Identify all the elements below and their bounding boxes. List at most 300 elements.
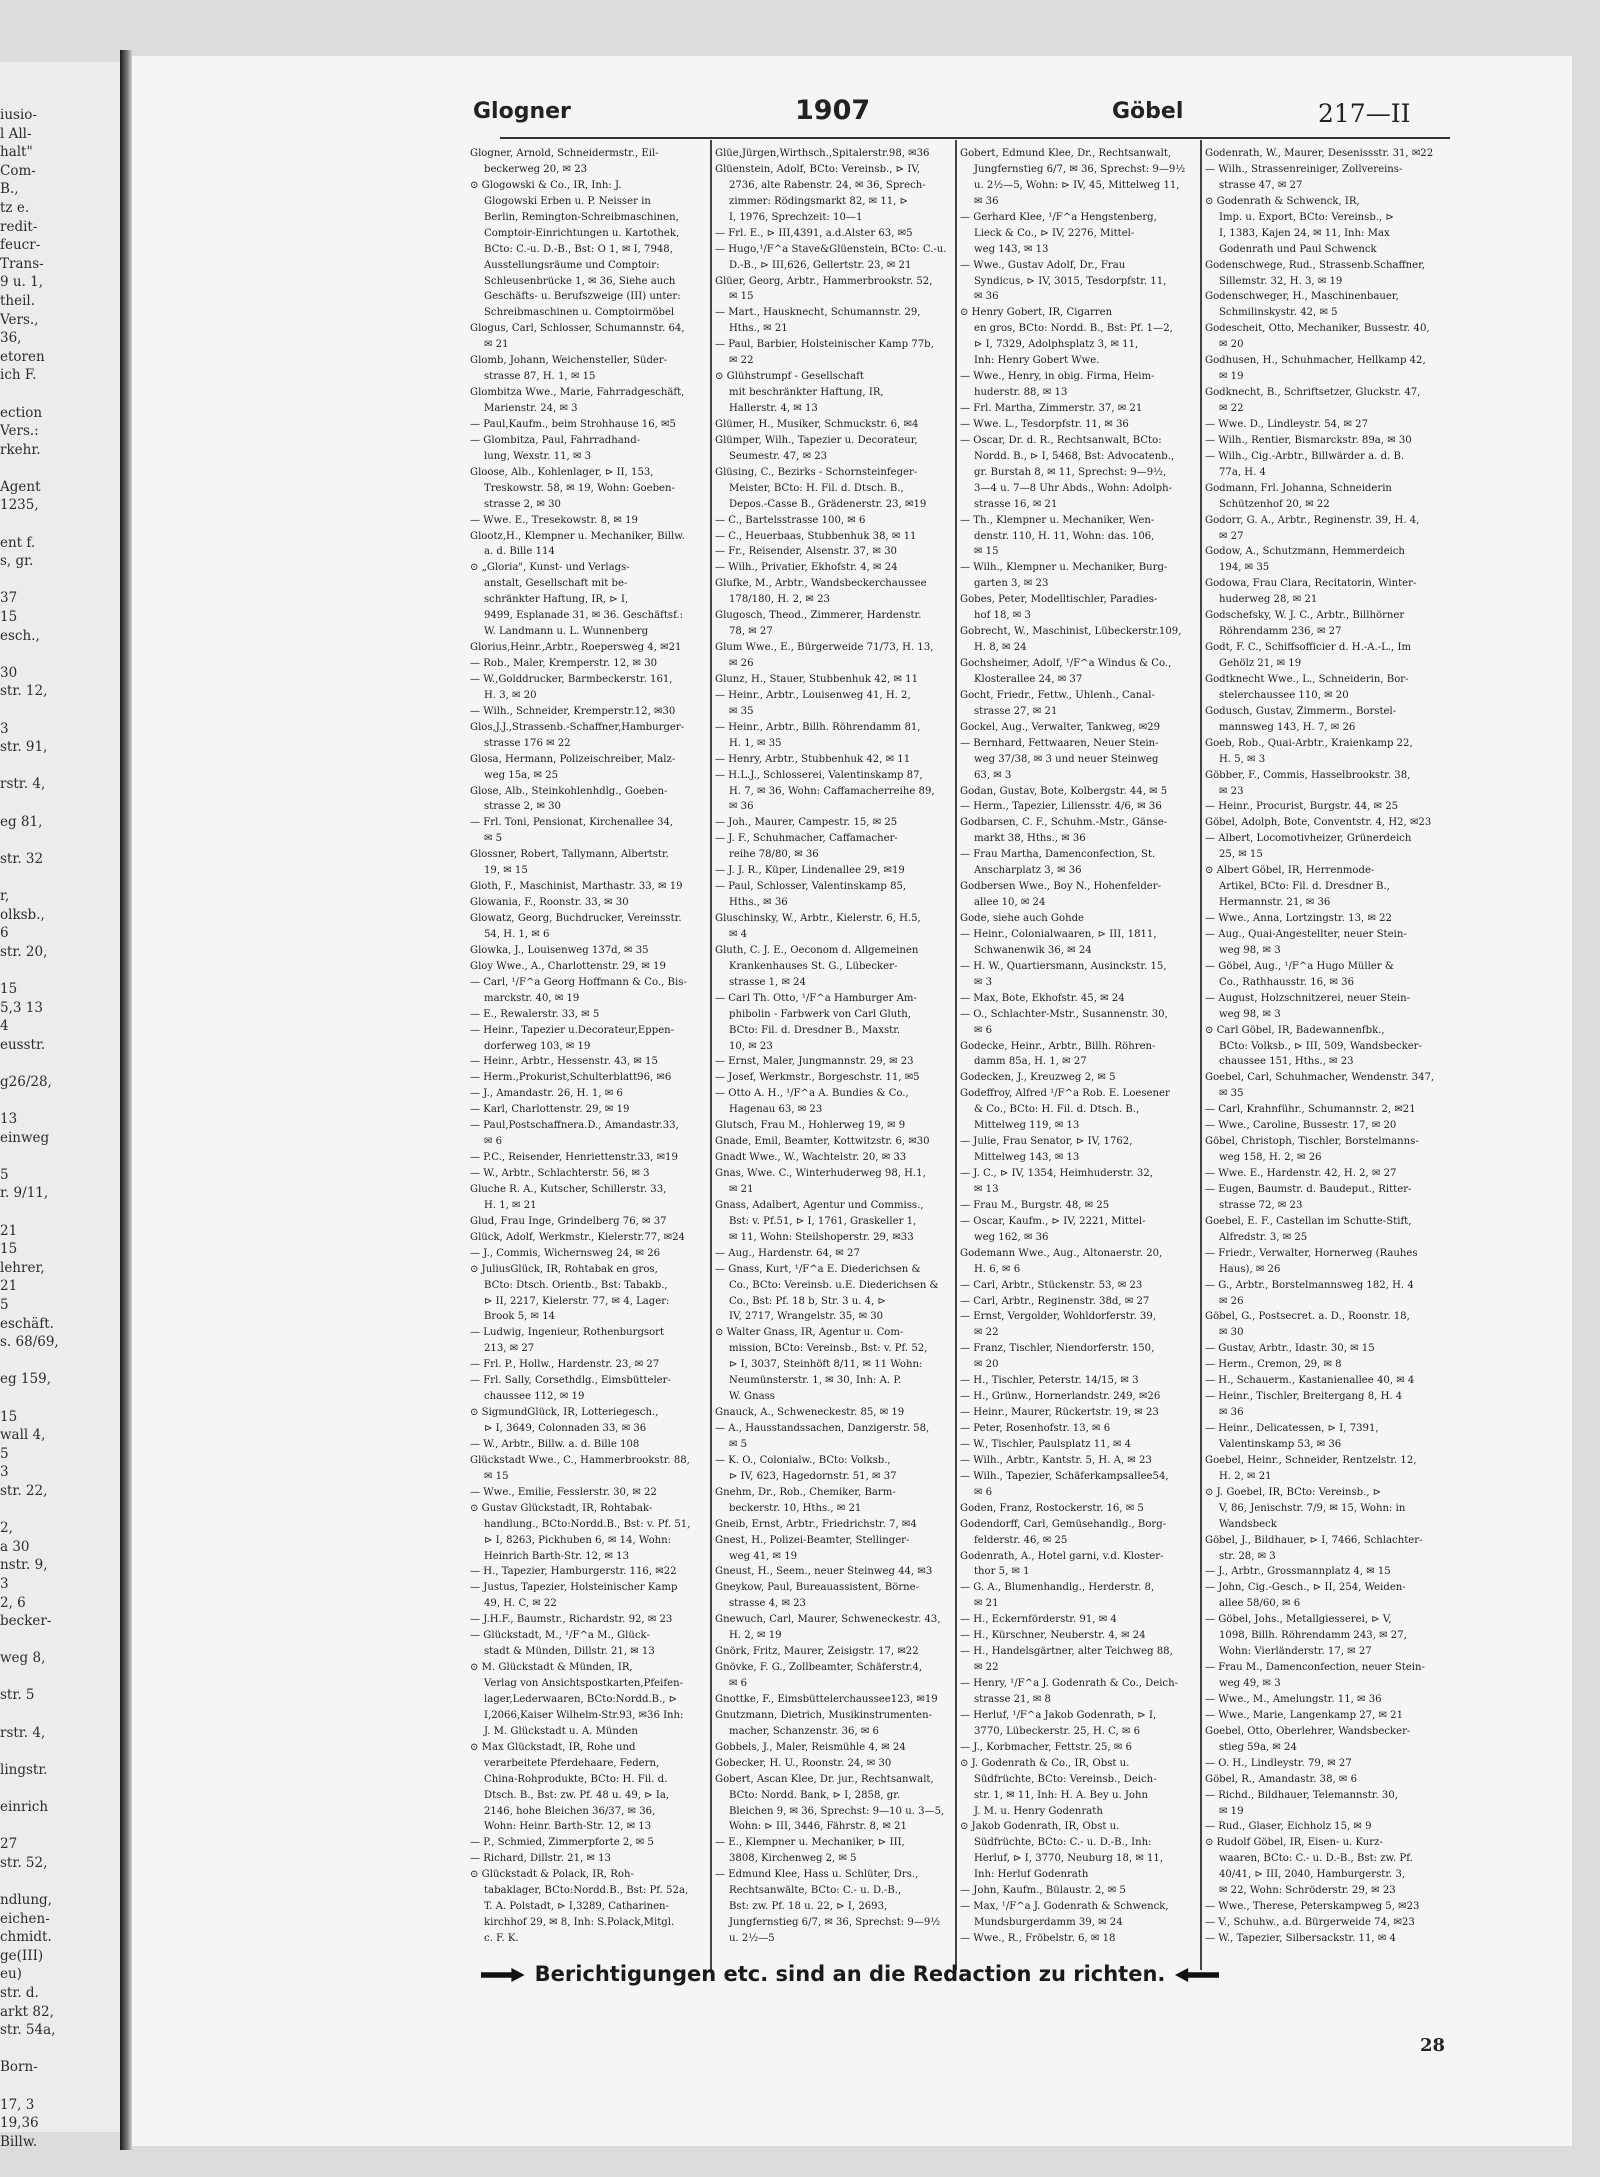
directory-entry-line: Godenrath, A., Hotel garni, v.d. Kloster- [960,1550,1164,1562]
directory-entry-line: Hallerstr. 4, ✉ 13 [729,403,818,414]
directory-entry-line: — O. H., Lindleystr. 79, ✉ 27 [1205,1757,1352,1769]
left-page-line: becker- [0,1613,52,1630]
directory-entry-line: ✉ 36 [974,195,999,207]
directory-entry-line: Goebel, E. F., Castellan im Schutte-Stift, [1205,1215,1412,1227]
directory-entry-line: — Carl, Krahnführ., Schumannstr. 2, ✉21 [1205,1104,1416,1116]
directory-entry-line: W. Landmann u. L. Wunnenberg [484,626,649,638]
left-page-line: str. 20, [0,943,48,960]
left-page-line: theil. [0,292,36,309]
directory-entry-line: BCto: C.-u. D.-B., Bst: O 1, ✉ I, 7948, [484,243,673,255]
directory-entry-line: ✉ 21 [484,339,509,351]
directory-entry-line: stieg 59a, ✉ 24 [1219,1741,1297,1753]
directory-entry-line: — W., Tischler, Paulsplatz 11, ✉ 4 [960,1438,1132,1450]
directory-entry-line: Inh: Herluf Godenrath [974,1869,1089,1881]
left-page-line [0,1054,120,1073]
directory-entry-line: ✉ 6 [974,1486,993,1498]
directory-entry-line: Godbersen Wwe., Boy N., Hohenfelder- [960,881,1162,893]
directory-entry-line: Wandsbeck [1219,1518,1277,1530]
left-page-line [0,515,120,534]
directory-entry-line: stelerchaussee 110, ✉ 20 [1219,689,1349,701]
directory-entry-line: Gehölz 21, ✉ 19 [1219,658,1302,669]
directory-entry-line: — Paul, Schlosser, Valentinskamp 85, [715,881,907,893]
directory-entry-line: Marienstr. 24, ✉ 3 [484,403,578,414]
directory-entry-line: — Wwe., Anna, Lortzingstr. 13, ✉ 22 [1205,913,1392,924]
directory-entry-line: H. 2, ✉ 19 [729,1630,782,1642]
directory-entry-line: 3808, Kirchenweg 2, ✉ 5 [729,1853,857,1865]
directory-entry-line: Gocht, Friedr., Fettw., Uhlenh., Canal- [960,689,1155,701]
directory-entry-line: Gnas, Wwe. C., Winterhuderweg 98, H.1, [715,1168,926,1179]
directory-entry-line: Glowania, F., Roonstr. 33, ✉ 30 [470,897,629,909]
directory-entry-line: Glose, Alb., Steinkohlenhdlg., Goeben- [470,785,668,797]
directory-entry-line: H. 2, ✉ 21 [1219,1470,1272,1482]
left-page-line: eg 81, [0,813,43,830]
left-page-line: B., [0,181,19,198]
directory-entry-line: 194, ✉ 35 [1219,562,1270,574]
directory-entry-line: — Wilh., Klempner u. Mechaniker, Burg- [960,562,1168,574]
directory-entry-line: stadt & Münden, Dillstr. 21, ✉ 13 [484,1646,655,1658]
directory-entry-line: Goebel, Heinr., Schneider, Rentzelstr. 12, [1205,1454,1417,1466]
left-page-line: 5 [0,1166,9,1183]
footer-note [470,1962,1230,1992]
directory-entry-line: — Wwe., R., Fröbelstr. 6, ✉ 18 [960,1933,1116,1944]
directory-entry-line: Gnutzmann, Dietrich, Musikinstrumenten- [715,1709,933,1721]
directory-entry-line: — Rud., Glaser, Eichholz 15, ✉ 9 [1205,1821,1372,1833]
directory-entry-line: ✉ 35 [1219,1088,1244,1100]
directory-entry-line: Gnövke, F. G., Zollbeamter, Schäferstr.4, [715,1662,923,1674]
directory-entry-line: Gluth, C. J. E., Oeconom d. Allgemeinen [715,944,919,956]
directory-entry-line: — Th., Klempner u. Mechaniker, Wen- [960,514,1155,526]
directory-entry-line: ⊙ J. Goebel, IR, BCto: Vereinsb., ⊳ [1205,1486,1382,1498]
left-page-line: s. 68/69, [0,1334,59,1351]
directory-entry-line: — H., Handelsgärtner, alter Teichweg 88, [960,1646,1173,1658]
directory-entry-line: ✉ 20 [974,1359,999,1371]
directory-entry-line: Godenrath und Paul Schwenck [1219,243,1377,255]
directory-entry-line: Jungfernstieg 6/7, ✉ 36, Sprechst: 9—9½ [974,163,1186,175]
directory-entry-line: — Frl. P., Hollw., Hardenstr. 23, ✉ 27 [470,1359,660,1371]
directory-entry-line: Gluschinsky, W., Arbtr., Kielerstr. 6, H.5, [715,913,921,924]
directory-entry-line: Godknecht, B., Schriftsetzer, Gluckstr. 47, [1205,387,1421,399]
directory-entry-line: Göbber, F., Commis, Hasselbrookstr. 38, [1205,769,1411,781]
directory-entry-line: Gnade, Emil, Beamter, Kottwitzstr. 6, ✉30 [715,1136,930,1148]
left-page-line [0,1872,120,1891]
directory-entry-line: Gneykow, Paul, Bureauassistent, Börne- [715,1582,920,1594]
directory-entry-line: 63, ✉ 3 [974,769,1012,781]
directory-entry-line: phibolin - Farbwerk von Carl Gluth, [729,1008,911,1020]
directory-entry-line: ✉ 22, Wohn: Schröderstr. 29, ✉ 23 [1219,1885,1396,1897]
directory-entry-line: Wohn: ⊳ III, 3446, Fährstr. 8, ✉ 21 [729,1821,907,1833]
directory-entry-line: ⊙ Gustav Glückstadt, IR, Rohtabak- [470,1502,653,1514]
directory-entry-line: — Oscar, Dr. d. R., Rechtsanwalt, BCto: [960,434,1162,446]
directory-entry-line: 78, ✉ 27 [729,626,773,638]
directory-entry-line: reihe 78/80, ✉ 36 [729,849,819,861]
directory-entry-line: Godbarsen, C. F., Schuhm.-Mstr., Gänse- [960,817,1168,829]
directory-entry-line: Inh: Henry Gobert Wwe. [974,355,1100,367]
directory-entry-line: Glümer, H., Musiker, Schmuckstr. 6, ✉4 [715,418,919,430]
directory-entry-line: — Peter, Rosenhofstr. 13, ✉ 6 [960,1423,1111,1434]
directory-entry-line: huderweg 28, ✉ 21 [1219,594,1318,606]
directory-entry-line: — G., Arbtr., Borstelmannsweg 182, H. 4 [1205,1279,1414,1291]
directory-entry-line: — Wwe., Gustav Adolf, Dr., Frau [960,259,1126,271]
directory-entry-line: Gnauck, A., Schweneckestr. 85, ✉ 19 [715,1407,905,1419]
directory-entry-line: weg 49, ✉ 3 [1219,1678,1281,1689]
directory-entry-line: J. M. Glückstadt u. A. Münden [484,1725,638,1737]
left-page-line: 9 u. 1, [0,274,44,291]
page-header [340,93,1565,137]
directory-entry-line: Nordd. B., ⊳ I, 5468, Bst: Advocatenb., [974,450,1175,462]
directory-entry-line: ⊳ I, 8263, Pickhuben 6, ✉ 14, Wohn: [484,1534,672,1546]
directory-entry-line: — H., Schauerm., Kastanienallee 40, ✉ 4 [1205,1375,1415,1387]
directory-entry-line: Lieck & Co., ⊳ IV, 2276, Mittel- [974,227,1135,239]
directory-entry-line: — W., Tapezier, Silbersackstr. 11, ✉ 4 [1205,1933,1396,1944]
directory-entry-line: & Co., BCto: H. Fil. d. Dtsch. B., [974,1104,1140,1116]
left-page-line: 30 [0,664,18,681]
directory-entry-line: Anscharplatz 3, ✉ 36 [974,865,1082,877]
directory-entry-line: — Edmund Klee, Hass u. Schlüter, Drs., [715,1869,919,1881]
directory-entry-line: Godmann, Frl. Johanna, Schneiderin [1205,482,1392,494]
directory-entry-line: Hermannstr. 21, ✉ 36 [1219,897,1331,909]
directory-entry-line: strasse 2, ✉ 30 [484,498,561,510]
directory-entry-line: denstr. 110, H. 11, Wohn: das. 106, [974,530,1155,542]
column-divider [710,140,712,1970]
left-page-line: Born- [0,2059,38,2076]
left-page-line: 21 [0,1222,18,1239]
directory-entry-line: ✉ 36 [1219,1407,1244,1419]
directory-entry-line: Mundsburgerdamm 39, ✉ 24 [974,1917,1123,1929]
directory-entry-line: Godtknecht Wwe., L., Schneiderin, Bor- [1205,673,1409,685]
directory-entry-line: Göbel, G., Postsecret. a. D., Roonstr. 18, [1205,1311,1410,1323]
directory-entry-line: Hagenau 63, ✉ 23 [729,1104,823,1116]
left-page-line: nstr. 9, [0,1557,48,1574]
left-page-line [0,1389,120,1408]
directory-entry-line: Goeb, Rob., Quai-Arbtr., Kraienkamp 22, [1205,737,1413,749]
left-page-line: 15 [0,609,18,626]
left-page-line [0,794,120,813]
directory-entry-line: Godt, F. C., Schiffsofficier d. H.-A.-L., Im [1205,642,1412,654]
directory-entry-line: Glogner, Arnold, Schneidermstr., Eil- [470,148,659,159]
directory-entry-line: — John, Cig.-Gesch., ⊳ II, 254, Weiden- [1205,1582,1406,1594]
directory-entry-line: — Franz, Tischler, Niendorferstr. 150, [960,1343,1155,1355]
directory-entry-line: — Fr., Reisender, Alsenstr. 37, ✉ 30 [715,546,897,558]
directory-entry-line: — Heinr., Delicatessen, ⊳ I, 7391, [1205,1423,1379,1434]
left-page-line: 4 [0,1018,9,1035]
directory-entry-line: — Frau M., Burgstr. 48, ✉ 25 [960,1199,1110,1211]
directory-entry-line: — Herm., Tapezier, Liliensstr. 4/6, ✉ 36 [960,801,1162,813]
directory-entry-line: weg 162, ✉ 36 [974,1231,1049,1243]
left-page-line: Trans- [0,255,44,272]
directory-entry-line: Gobecker, H. U., Roonstr. 24, ✉ 30 [715,1757,892,1769]
directory-entry-line: — John, Kaufm., Bülaustr. 2, ✉ 5 [960,1885,1126,1897]
directory-entry-line: ✉ 27 [1219,530,1244,542]
directory-entry-line: Göbel, Christoph, Tischler, Borstelmanns- [1205,1136,1419,1148]
directory-entry-line: — Wwe., Therese, Peterskampweg 5, ✉23 [1205,1901,1420,1913]
directory-entry-line: Goebel, Otto, Oberlehrer, Wandsbecker- [1205,1725,1411,1737]
directory-entry-line: Godan, Gustav, Bote, Kolbergstr. 44, ✉ 5 [960,785,1168,797]
directory-entry-line: — Frau Martha, Damenconfection, St. [960,849,1156,861]
left-page-line: ection [0,404,43,421]
directory-entry-line: Bst: v. Pf.51, ⊳ I, 1761, Graskeller 1, [729,1215,917,1227]
directory-entry-line: — Heinr., Colonialwaaren, ⊳ III, 1811, [960,928,1157,940]
left-page-line: Vers.: [0,423,39,440]
directory-entry-line: ⊙ Carl Göbel, IR, Badewannenfbk., [1205,1024,1385,1036]
left-page-line: 6 [0,925,9,942]
directory-entry-line: Bleichen 9, ✉ 36, Sprechst: 9—10 u. 3—5, [729,1805,945,1817]
directory-entry-line: Godemann Wwe., Aug., Altonaerstr. 20, [960,1247,1163,1259]
directory-entry-line: — Eugen, Baumstr. d. Baudeput., Ritter- [1205,1183,1412,1195]
left-page-line: eichen- [0,1910,50,1927]
directory-entry-line: ⊳ II, 2217, Kielerstr. 77, ✉ 4, Lager: [484,1295,670,1307]
directory-entry-line: IV, 2717, Wrangelstr. 35, ✉ 30 [729,1311,884,1323]
directory-entry-line: — Wilh., Schneider, Kremperstr.12, ✉30 [470,705,676,717]
directory-entry-line: str. 1, ✉ 11, Inh: H. A. Bey u. John [974,1789,1149,1801]
directory-entry-line: Godenschwege, Rud., Strassenb.Schaffner, [1205,259,1426,271]
directory-entry-line: Gnehm, Dr., Rob., Chemiker, Barm- [715,1486,896,1498]
directory-entry-line: — Gerhard Klee, ¹/F^a Hengstenberg, [960,211,1157,223]
directory-entry-line: Südfrüchte, BCto: C.- u. D.-B., Inh: [974,1837,1152,1849]
left-page-line: arkt 82, [0,2003,54,2020]
directory-entry-line: Gobes, Peter, Modelltischler, Paradies- [960,594,1158,606]
directory-entry-line: damm 85a, H. 1, ✉ 27 [974,1056,1087,1068]
directory-entry-line: — Heinr., Arbtr., Hessenstr. 43, ✉ 15 [470,1056,658,1068]
directory-entry-line: 19, ✉ 15 [484,865,528,877]
directory-entry-line: — Wwe. L., Tesdorpfstr. 11, ✉ 36 [960,418,1129,430]
left-page-line [0,2040,120,2059]
directory-entry-line: Geschäfts- u. Berufszweige (III) unter: [484,291,681,303]
directory-entry-line: Südfrüchte, BCto: Vereinsb., Deich- [974,1773,1157,1785]
directory-entry-line: — W., Arbtr., Schlachterstr. 56, ✉ 3 [470,1168,650,1179]
left-page-line: iusio- [0,107,37,123]
header-rule [500,137,1450,139]
left-page-line: str. 12, [0,683,48,700]
directory-entry-line: tabaklager, BCto:Nordd.B., Bst: Pf. 52a, [484,1885,689,1897]
left-page-line: einweg [0,1129,50,1146]
left-page-text [0,62,120,2151]
directory-entry-line: ⊙ Henry Gobert, IR, Cigarren [960,307,1113,319]
directory-entry-line: — Wwe., Henry, in obig. Firma, Heim- [960,371,1155,383]
directory-entry-line: — Albert, Locomotivheizer, Grünerdeich [1205,833,1412,845]
column-divider [1200,140,1202,1970]
left-page-line [0,868,120,887]
directory-entry-line: ✉ 5 [729,1438,748,1450]
directory-entry-line: — Glombitza, Paul, Fahrradhand- [470,434,641,446]
directory-entry-line: ⊙ Rudolf Göbel, IR, Eisen- u. Kurz- [1205,1837,1383,1849]
directory-entry-line: — Wilh., Rentier, Bismarckstr. 89a, ✉ 30 [1205,434,1412,446]
directory-entry-line: ✉ 4 [729,928,748,940]
directory-entry-line: Gloose, Alb., Kohlenlager, ⊳ II, 153, [470,466,654,478]
directory-entry-line: Godowa, Frau Clara, Recitatorin, Winter- [1205,578,1417,590]
left-page-line [0,831,120,850]
directory-entry-line: ✉ 19 [1219,371,1244,383]
directory-entry-line: Gnest, H., Polizei-Beamter, Stellinger- [715,1534,910,1546]
directory-entry-line: Glosa, Hermann, Polizeischreiber, Malz- [470,753,676,765]
directory-entry-line: Comptoir-Einrichtungen u. Kartothek, [484,227,680,239]
directory-entry-line: — J., Arbtr., Grossmannplatz 4, ✉ 15 [1205,1566,1391,1578]
directory-column-2 [715,146,953,1966]
directory-entry-line: — Frl. E., ⊳ III,4391, a.d.Alster 63, ✉5 [715,227,913,239]
directory-entry-line: ✉ 36 [974,291,999,303]
left-page-line [0,1147,120,1166]
directory-column-3 [960,146,1198,1966]
directory-entry-line: Gochsheimer, Adolf, ¹/F^a Windus & Co., [960,658,1172,669]
directory-entry-line: mission, BCto: Vereinsb., Bst: v. Pf. 52, [729,1343,928,1355]
directory-entry-line: ✉ 30 [1219,1327,1244,1339]
left-page-line: 21 [0,1278,18,1295]
directory-entry-line: Gobbels, J., Maler, Reismühle 4, ✉ 24 [715,1741,906,1753]
directory-entry-line: — Otto A. H., ¹/F^a A. Bundies & Co., [715,1088,909,1100]
directory-entry-line: str. 28, ✉ 3 [1219,1550,1276,1562]
directory-entry-line: — Aug., Quai-Angestellter, neuer Stein- [1205,928,1407,940]
left-page-line: etoren [0,348,45,365]
directory-entry-line: Glossner, Robert, Tallymann, Albertstr. [470,849,669,861]
header-year: 1907 [795,95,871,126]
directory-entry-line: ✉ 20 [1219,339,1244,351]
left-page-line [0,459,120,478]
directory-entry-line: — H. W., Quartiersmann, Ausinckstr. 15, [960,960,1167,972]
directory-entry-line: — Wilh., Privatier, Ekhofstr. 4, ✉ 24 [715,562,898,574]
directory-entry-line: Godecke, Heinr., Arbtr., Billh. Röhren- [960,1040,1156,1052]
directory-entry-line: — Carl, Arbtr., Reginenstr. 38d, ✉ 27 [960,1295,1150,1307]
directory-entry-line: — Julie, Frau Senator, ⊳ IV, 1762, [960,1136,1133,1148]
directory-entry-line: c. F. K. [484,1933,519,1944]
directory-entry-line: Glootz,H., Klempner u. Mechaniker, Billw. [470,530,685,542]
directory-entry-line: 49, H. C, ✉ 22 [484,1598,557,1610]
directory-entry-line: ⊳ I, 7329, Adolphsplatz 3, ✉ 11, [974,339,1139,351]
left-page-line: olksb., [0,906,45,923]
directory-entry-line: Schleusenbrücke 1, ✉ 36, Siehe auch [484,275,676,287]
directory-entry-line: — Rob., Maler, Kremperstr. 12, ✉ 30 [470,658,658,669]
directory-entry-line: — J., Amandastr. 26, H. 1, ✉ 6 [470,1088,623,1100]
left-page-line: eu) [0,1966,22,1983]
directory-entry-line: ⊙ Glogowski & Co., IR, Inh: J. [470,179,622,191]
directory-entry-line: Godeffroy, Alfred ¹/F^a Rob. E. Loesener [960,1088,1170,1100]
directory-entry-line: H. 1, ✉ 21 [484,1199,537,1211]
left-page-line: 13 [0,1111,18,1128]
directory-entry-line: ✉ 36 [729,801,754,813]
directory-entry-line: Schützenhof 20, ✉ 22 [1219,498,1330,510]
directory-entry-line: strasse 21, ✉ 8 [974,1693,1051,1705]
left-page-line: lingstr. [0,1761,48,1778]
directory-entry-line: Artikel, BCto: Fil. d. Dresdner B., [1219,881,1390,893]
left-page-line: eg 159, [0,1371,51,1388]
directory-entry-line: — W., Arbtr., Billw. a. d. Bille 108 [470,1438,640,1450]
directory-entry-line: ✉ 15 [484,1470,509,1482]
directory-entry-line: Godendorff, Carl, Gemüsehandlg., Borg- [960,1518,1167,1530]
directory-entry-line: 213, ✉ 27 [484,1343,535,1355]
directory-entry-line: — Göbel, Johs., Metallgiesserei, ⊳ V, [1205,1614,1392,1626]
directory-entry-line: Gnottke, F., Eimsbüttelerchaussee123, ✉19 [715,1693,938,1705]
directory-entry-line: — P.C., Reisender, Henriettenstr.33, ✉19 [470,1152,678,1164]
directory-entry-line: ✉ 22 [974,1662,999,1674]
directory-entry-line: Meister, BCto: H. Fil. d. Dtsch. B., [729,482,904,494]
directory-entry-line: strasse 176 ✉ 22 [484,737,571,749]
directory-entry-line: — Wwe., Marie, Langenkamp 27, ✉ 21 [1205,1709,1404,1721]
left-page-line [0,1668,120,1687]
directory-entry-line: ✉ 6 [974,1024,993,1036]
directory-entry-line: handlung., BCto:Nordd.B., Bst: v. Pf. 51, [484,1518,691,1530]
directory-entry-line: — K. O., Colonialw., BCto: Volksb., [715,1454,891,1466]
directory-entry-line: — Carl, ¹/F^a Georg Hoffmann & Co., Bis- [470,976,687,988]
left-page-line [0,1742,120,1761]
directory-entry-line: Glückstadt Wwe., C., Hammerbrookstr. 88, [470,1454,690,1466]
directory-entry-line: ✉ 21 [729,1183,754,1195]
left-page-line: chmidt. [0,1929,52,1946]
left-page-line [0,1203,120,1222]
directory-entry-line: Glowatz, Georg, Buchdrucker, Vereinsstr. [470,913,682,924]
directory-entry-line: — Paul,Postschaffnera.D., Amandastr.33, [470,1120,679,1132]
left-page-line: str. 22, [0,1482,48,1499]
directory-entry-line: — H., Kürschner, Neuberstr. 4, ✉ 24 [960,1630,1146,1642]
directory-entry-line: — Herm., Cremon, 29, ✉ 8 [1205,1359,1342,1371]
directory-entry-line: Berlin, Remington-Schreibmaschinen, [484,211,679,223]
directory-entry-line: en gros, BCto: Nordd. B., Bst: Pf. 1—2, [974,323,1173,335]
left-page-line: str. 5 [0,1687,35,1704]
directory-entry-line: ✉ 11, Wohn: Steilshoperstr. 29, ✉33 [729,1231,914,1243]
directory-entry-line: J. M. u. Henry Godenrath [974,1805,1103,1817]
left-page-line: s, gr. [0,553,34,570]
directory-entry-line: ✉ 19 [1219,1805,1244,1817]
directory-entry-line: Verlag von Ansichtspostkarten,Pfeifen- [484,1678,683,1689]
directory-entry-line: — Richard, Dillstr. 21, ✉ 13 [470,1853,611,1865]
directory-entry-line: — Gnass, Kurt, ¹/F^a E. Diederichsen & [715,1263,921,1275]
directory-entry-line: 1098, Billh. Röhrendamm 243, ✉ 27, [1219,1630,1407,1642]
directory-entry-line: Godow, A., Schutzmann, Hemmerdeich [1205,546,1405,558]
directory-entry-line: — Göbel, Aug., ¹/F^a Hugo Müller & [1205,960,1394,972]
directory-entry-line: ✉ 22 [974,1327,999,1339]
directory-entry-line: — Wwe. D., Lindleystr. 54, ✉ 27 [1205,418,1369,430]
left-page-line: weg 8, [0,1650,46,1667]
directory-entry-line: ✉ 6 [484,1136,503,1148]
left-page-line [0,1631,120,1650]
directory-entry-line: ⊙ Glühstrumpf - Gesellschaft [715,371,864,383]
directory-entry-line: ✉ 6 [729,1678,748,1689]
directory-entry-line: — Justus, Tapezier, Holsteinischer Kamp [470,1582,678,1594]
left-page-line: 15 [0,1241,18,1258]
directory-entry-line: — Max, Bote, Ekhofstr. 45, ✉ 24 [960,992,1125,1004]
left-page-line: feucr- [0,237,41,254]
directory-entry-line: — Wwe., M., Amelungstr. 11, ✉ 36 [1205,1693,1382,1705]
directory-entry-line: Glogus, Carl, Schlosser, Schumannstr. 64, [470,323,685,335]
left-page-line [0,1705,120,1724]
directory-entry-line: Hths., ✉ 21 [729,323,788,335]
left-page-line: 3 [0,1464,9,1481]
directory-entry-line: — H., Eckernförderstr. 91, ✉ 4 [960,1614,1117,1626]
directory-entry-line: zimmer: Rödingsmarkt 82, ✉ 11, ⊳ [729,195,909,207]
left-page-line: 5 [0,1445,9,1462]
directory-entry-line: Godorr, G. A., Arbtr., Reginenstr. 39, H. 4, [1205,514,1420,526]
directory-entry-line: Co., Bst: Pf. 18 b, Str. 3 u. 4, ⊳ [729,1295,886,1307]
directory-entry-line: — J.H.F., Baumstr., Richardstr. 92, ✉ 23 [470,1614,673,1626]
directory-entry-line: — Heinr., Maurer, Rückertstr. 19, ✉ 23 [960,1407,1159,1419]
directory-entry-line: marckstr. 40, ✉ 19 [484,992,580,1004]
left-page-line: a 30 [0,1538,30,1555]
left-page-line [0,1501,120,1520]
header-first-entry: Glogner [473,99,571,124]
directory-entry-line: — Wwe., Caroline, Bussestr. 17, ✉ 20 [1205,1120,1397,1132]
left-page-line: 15 [0,980,18,997]
directory-entry-line: — Mart., Hausknecht, Schumannstr. 29, [715,307,921,319]
directory-entry-line: Klosterallee 24, ✉ 37 [974,673,1083,685]
directory-entry-line: — P., Schmied, Zimmerpforte 2, ✉ 5 [470,1837,654,1849]
directory-entry-line: — Gustav, Arbtr., Idastr. 30, ✉ 15 [1205,1343,1375,1355]
left-page-line: ndlung, [0,1892,52,1908]
directory-entry-line: — Wilh., Tapezier, Schäferkampsallee54, [960,1470,1169,1482]
directory-entry-line: — C., Bartelsstrasse 100, ✉ 6 [715,514,866,526]
directory-entry-line: ⊙ Walter Gnass, IR, Agentur u. Com- [715,1327,904,1339]
left-page-line: Vers., [0,311,39,328]
left-page-line [0,1817,120,1836]
directory-entry-line: Gnewuch, Carl, Maurer, Schweneckestr. 43, [715,1614,941,1626]
directory-entry-line: 10, ✉ 23 [729,1040,773,1052]
directory-entry-line: Schwanenwik 36, ✉ 24 [974,944,1092,956]
